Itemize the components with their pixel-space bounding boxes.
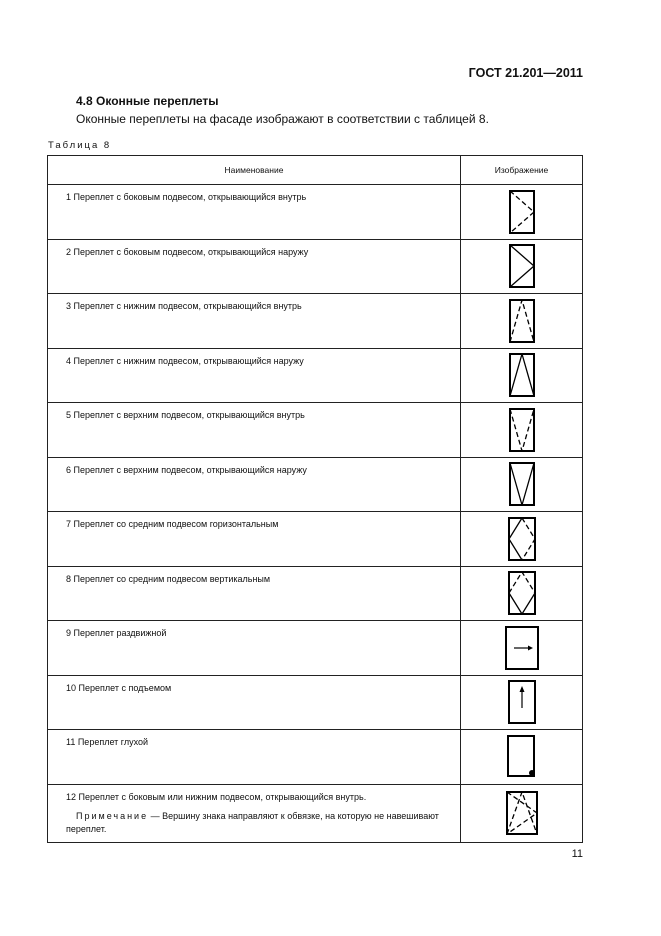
row-label: 11 Переплет глухой: [48, 730, 461, 785]
side-hung-inward-icon: [509, 190, 535, 234]
row-label: 3 Переплет с нижним подвесом, открывающийся внутрь: [48, 294, 461, 349]
note-lead: Примечание: [76, 810, 149, 821]
table-row: [48, 730, 583, 785]
column-header-name: Наименование: [48, 156, 461, 185]
sliding-arrow-icon: [505, 626, 539, 670]
row-label: 7 Переплет со средним подвесом горизонтальным: [48, 512, 461, 567]
document-code: ГОСТ 21.201—2011: [468, 66, 583, 80]
table-row: [48, 239, 583, 294]
center-pivot-vertical-icon: [507, 571, 537, 615]
table-row: [48, 185, 583, 240]
table-header-row: [48, 156, 583, 185]
lifting-arrow-icon: [508, 680, 536, 724]
row-label: 5 Переплет с верхним подвесом, открывающийся внутрь: [48, 403, 461, 458]
page-number: 11: [571, 848, 583, 860]
table-row: [48, 621, 583, 676]
window-sash-table: [47, 155, 583, 843]
note-text: — Вершину знака направляют к обвязке, на которую не навешивают переплет.: [66, 810, 439, 834]
table-row: [48, 566, 583, 621]
bottom-hung-outward-icon: [509, 353, 535, 397]
table-row: [48, 512, 583, 567]
column-header-image: Изображение: [461, 156, 583, 185]
row-label: 8 Переплет со средним подвесом вертикальным: [48, 566, 461, 621]
row-label: 4 Переплет с нижним подвесом, открывающийся наружу: [48, 348, 461, 403]
table-note: [66, 810, 452, 836]
fixed-sash-icon: [506, 735, 538, 779]
top-hung-inward-icon: [509, 408, 535, 452]
top-hung-outward-icon: [509, 462, 535, 506]
row-label: 2 Переплет с боковым подвесом, открывающийся наружу: [48, 239, 461, 294]
table-row: [48, 675, 583, 730]
tilt-turn-icon: [506, 791, 538, 835]
table-row: [48, 457, 583, 512]
table-row: [48, 403, 583, 458]
table-caption: Таблица 8: [48, 140, 112, 151]
row-label: 12 Переплет с боковым или нижним подвесом, открывающийся внутрь.: [66, 791, 367, 802]
table-row: [48, 348, 583, 403]
row-label: 9 Переплет раздвижной: [48, 621, 461, 676]
center-pivot-horizontal-icon: [507, 517, 537, 561]
table-row: [48, 294, 583, 349]
row-label: 10 Переплет с подъемом: [48, 675, 461, 730]
table-row: [48, 784, 583, 842]
bottom-hung-inward-icon: [509, 299, 535, 343]
side-hung-outward-icon: [509, 244, 535, 288]
row-label: 6 Переплет с верхним подвесом, открывающийся наружу: [48, 457, 461, 512]
section-title: 4.8 Оконные переплеты: [76, 94, 219, 108]
row-label: 1 Переплет с боковым подвесом, открывающийся внутрь: [48, 185, 461, 240]
section-intro: Оконные переплеты на фасаде изображают в соответствии с таблицей 8.: [76, 112, 489, 126]
